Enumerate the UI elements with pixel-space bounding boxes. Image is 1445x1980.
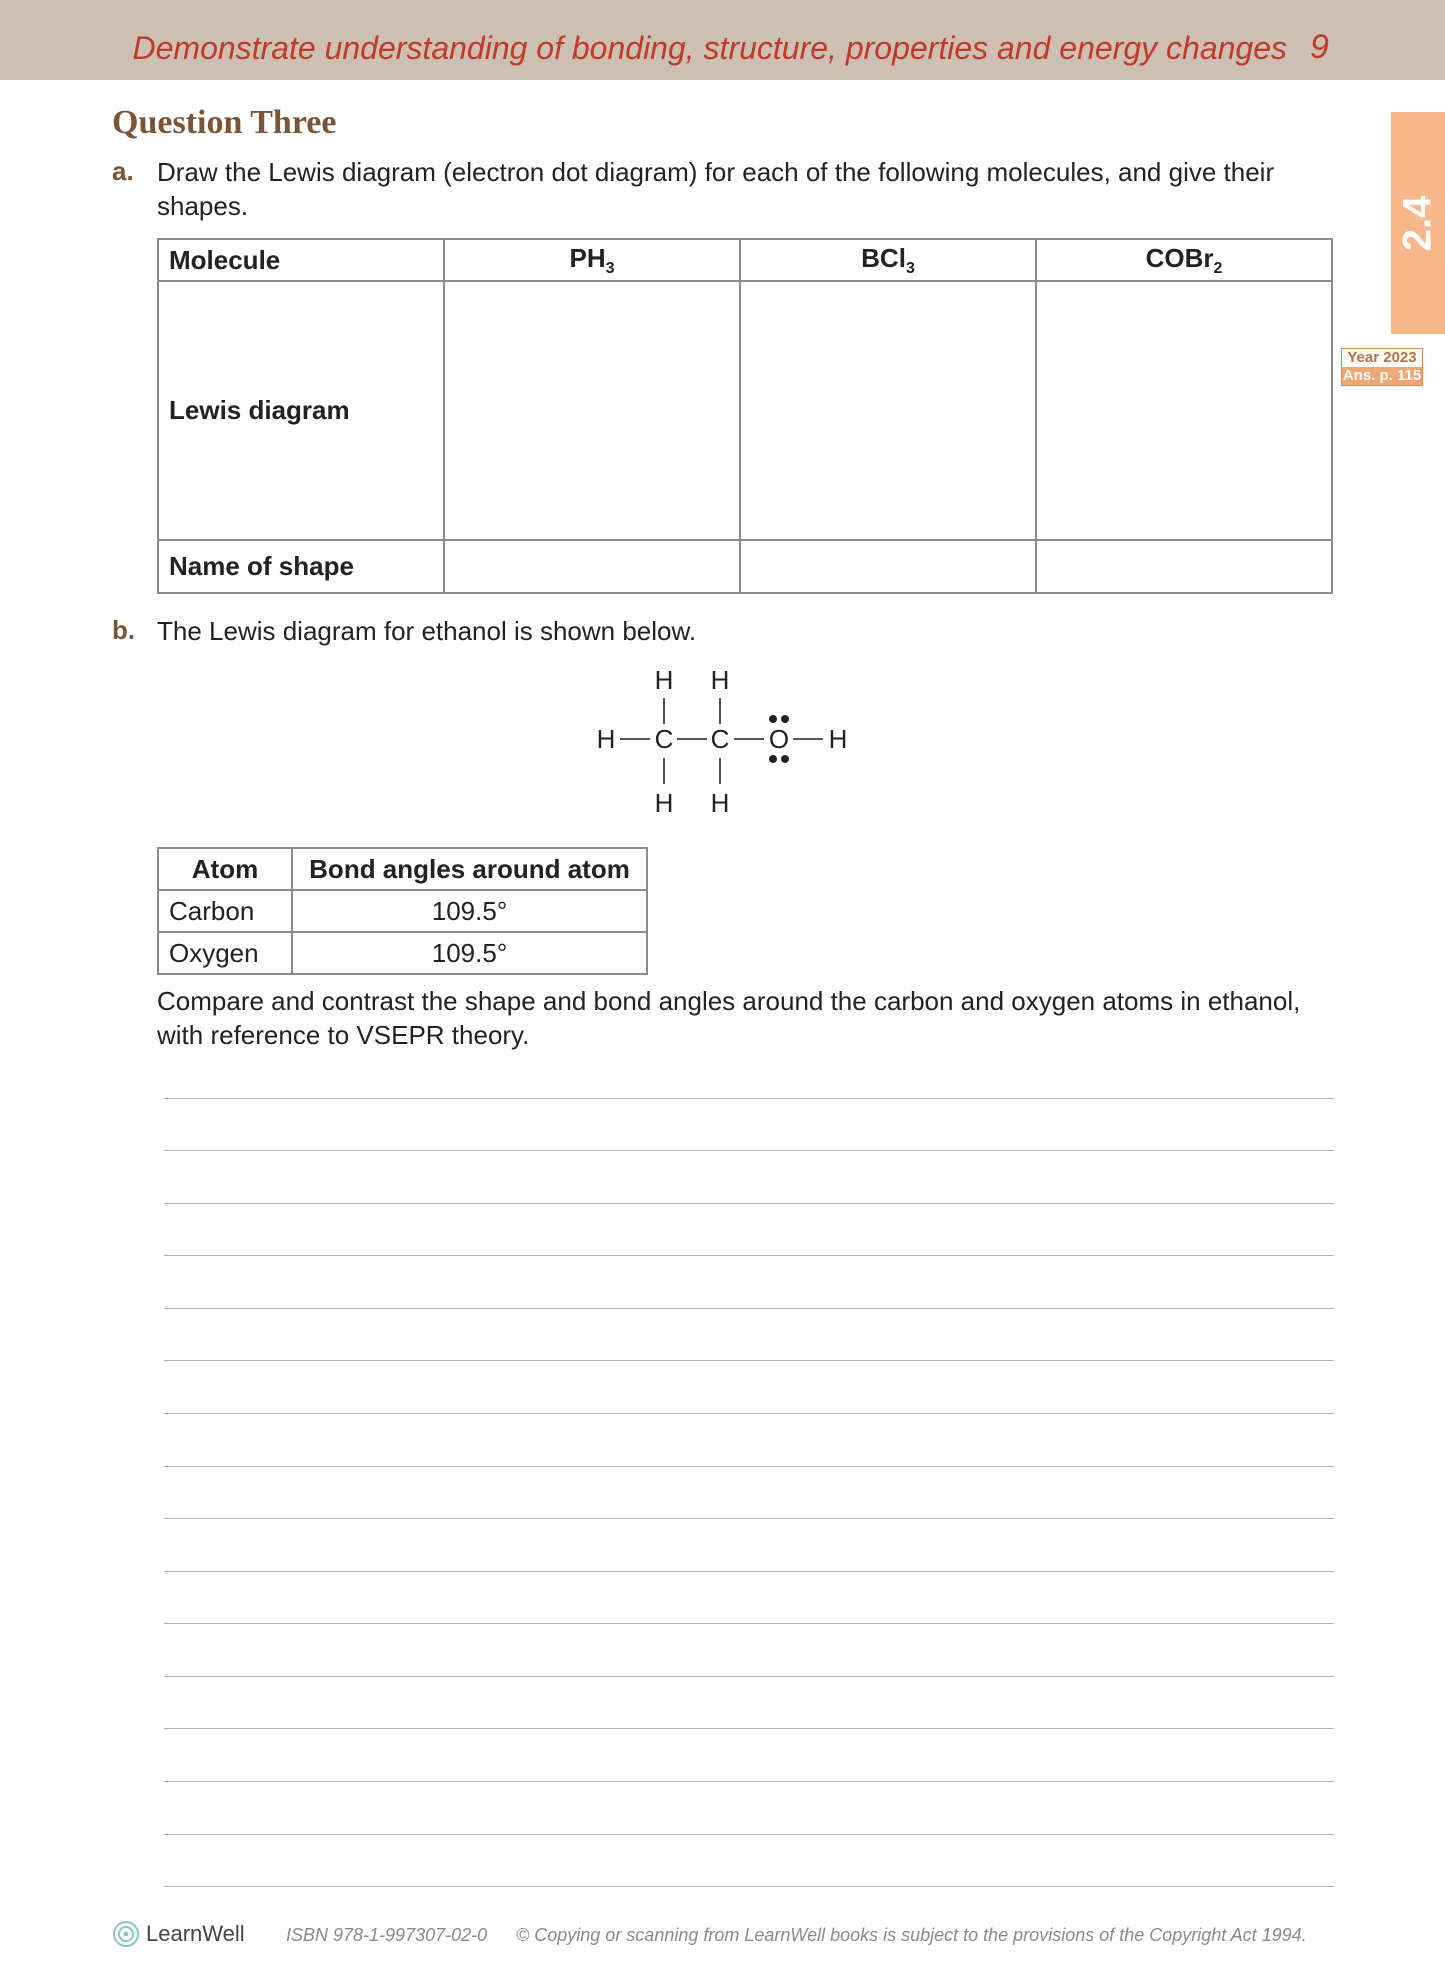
answer-line[interactable] [164, 1728, 1334, 1729]
atom-o: O [768, 724, 790, 754]
molecule-ph3: $PH_3$ [444, 239, 740, 281]
atom-h-right: H [828, 724, 848, 754]
year-reference-box [1341, 348, 1423, 386]
learnwell-logo-icon [112, 1920, 140, 1948]
answer-line[interactable] [164, 1098, 1334, 1099]
learnwell-brand: LearnWell [146, 1921, 245, 1946]
answer-line[interactable] [164, 1886, 1334, 1887]
answer-line[interactable] [164, 1518, 1334, 1519]
answer-line[interactable] [164, 1308, 1334, 1309]
part-a-instruction: Draw the Lewis diagram (electron dot diagram) for each of the following molecules, and give their shapes. [157, 157, 1275, 221]
answer-line[interactable] [164, 1781, 1334, 1782]
atom-h-bottom-2: H [710, 788, 730, 818]
header-atom: Atom [158, 848, 292, 890]
answer-line[interactable] [164, 1466, 1334, 1467]
atom-h-left: H [596, 724, 616, 754]
answer-line[interactable] [164, 1676, 1334, 1677]
lewis-answer-cell-ph3[interactable] [444, 281, 740, 540]
row-oxygen-atom: Oxygen [158, 932, 292, 974]
bond-angle-table [157, 847, 648, 975]
atom-h-top-1: H [654, 665, 674, 695]
answer-line[interactable] [164, 1413, 1334, 1414]
shape-answer-cell-cobr2[interactable] [1036, 540, 1332, 593]
shape-answer-cell-bcl3[interactable] [740, 540, 1036, 593]
lewis-answer-cell-bcl3[interactable] [740, 281, 1036, 540]
atom-c-2: C [710, 724, 730, 754]
header-bond-angles: Bond angles around atom [292, 848, 647, 890]
molecule-bcl3: BCl$_3$ [740, 239, 1036, 281]
part-b-letter: b. [112, 615, 136, 645]
atom-h-top-2: H [710, 665, 730, 695]
atom-c-1: C [654, 724, 674, 754]
year-label: Year 2023 [1342, 349, 1422, 367]
part-b-question: Compare and contrast the shape and bond angles around the carbon and oxygen atoms in ethanol, with reference to VSEPR theory. [157, 986, 1301, 1050]
lewis-diagram-row-label: Lewis diagram [158, 281, 444, 540]
row-carbon-atom: Carbon [158, 890, 292, 932]
shape-row-label: Name of shape [158, 540, 444, 593]
page-number: 9 [1310, 28, 1329, 66]
section-tab-label: 2.4 [1395, 195, 1440, 251]
answer-line[interactable] [164, 1623, 1334, 1624]
footer-copyright: © Copying or scanning from LearnWell books is subject to the provisions of the Copyright Act 1994. [516, 1925, 1307, 1945]
answer-line[interactable] [164, 1150, 1334, 1151]
row-carbon-angle: 109.5° [292, 890, 647, 932]
part-a-letter: a. [112, 156, 134, 186]
answer-line[interactable] [164, 1203, 1334, 1204]
footer-isbn: ISBN 978-1-997307-02-0 [286, 1925, 488, 1945]
shape-answer-cell-ph3[interactable] [444, 540, 740, 593]
running-header-title: Demonstrate understanding of bonding, structure, properties and energy changes [132, 30, 1287, 66]
question-title: Question Three [112, 104, 337, 141]
row-oxygen-angle: 109.5° [292, 932, 647, 974]
answer-line[interactable] [164, 1834, 1334, 1835]
answer-line[interactable] [164, 1571, 1334, 1572]
ethanol-lewis-diagram [580, 660, 880, 820]
molecule-table [157, 238, 1333, 594]
answer-line[interactable] [164, 1255, 1334, 1256]
answer-page-ref: Ans. p. 115 [1342, 367, 1422, 384]
molecule-header-cell: Molecule [158, 239, 444, 281]
atom-h-bottom-1: H [654, 788, 674, 818]
lewis-answer-cell-cobr2[interactable] [1036, 281, 1332, 540]
part-b-intro: The Lewis diagram for ethanol is shown below. [157, 616, 697, 646]
answer-line[interactable] [164, 1360, 1334, 1361]
molecule-cobr2: COBr$_2$ [1036, 239, 1332, 281]
